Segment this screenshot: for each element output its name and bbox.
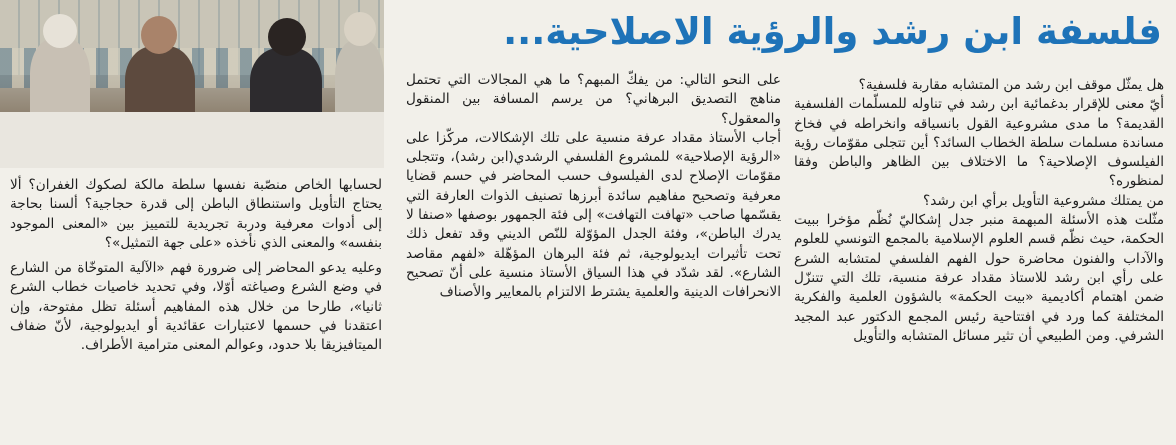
photo-person-2-head <box>141 16 177 54</box>
paragraph: لحسابها الخاص منصّبة نفسها سلطة مالكة لصكوك الغفران؟ ألا يحتاج التأويل واستنطاق الباطن إلى قدرة حجاجية؟ ألسنا بحاجة إلى أدوات معرفية ودربة تجريدية للتمييز بين «المعنى الموجود بنفسه» والمعنى الذي نأخذه «على جهة التمثيل»؟ <box>10 177 382 251</box>
article-column-left <box>10 176 382 356</box>
photo-table <box>0 112 384 168</box>
article-column-right <box>794 76 1164 346</box>
article-column-middle <box>406 71 781 303</box>
article-headline: فلسفة ابن رشد والرؤية الاصلاحية... <box>503 9 1162 53</box>
paragraph: على النحو التالي: من يفكّ المبهم؟ ما هي المجالات التي تحتمل مناهج التصديق البرهاني؟ من يرسم المسافة بين المنقول والمعقول؟ <box>406 72 781 127</box>
paragraph: أجاب الأستاذ مقداد عرفة منسية على تلك الإشكالات، مركّزا على «الرؤية الإصلاحية» للمشروع الفلسفي الرشدي(ابن رشد)، وتتجلى مقوّمات الإصلاح لدى الفيلسوف حسب المحاضر في حسم قضايا معرفية وتصحيح مفاهيم سائدة أبرزها تصنيف الذوات العارفة التي يقسّمها صاحب «تهافت التهافت» إلى فئة الجمهور بوصفها «صنفا لا يدرك الباطن»، وفئة الجدل المؤوّلة للنّص الديني وقد تفعل ذلك تحت تأثيرات ايديولوجية، ثم فئة البرهان المؤهّلة «لفهم مقاصد الشارع». لقد شدّد في هذا السياق الأستاذ منسية على أنّ تصحيح الانحرافات الدينية والعلمية يشترط الالتزام بالمعايير والأصناف <box>406 129 781 301</box>
photo-person-4-head <box>344 12 376 46</box>
paragraph: هل يمثّل موقف ابن رشد من المتشابه مقاربة فلسفية؟ <box>858 77 1164 93</box>
article-photo <box>0 0 384 168</box>
paragraph: أيّ معنى للإقرار بدغمائية ابن رشد في تناوله للمسلّمات الفلسفية القديمة؟ ما مدى مشروعية القول بانسياقه وانخراطه في فخاخ مساندة مسلمات سلطة الخطاب السائد؟ أين تتجلى مقوّمات رؤية الفيلسوف الإصلاحية؟ ما الاختلاف بين الظاهر والباطن وفقا لمنظوره؟ <box>794 96 1164 190</box>
paragraph: مثّلت هذه الأسئلة المبهمة منبر جدل إشكاليّ نُظّم مؤخرا ببيت الحكمة، حيث نظّم قسم العلوم الإسلامية بالمجمع التونسي للعلوم والآداب والفنون محاضرة حول الفهم الفلسفي لمتشابه الشرع على رأي ابن رشد للاستاذ مقداد عرفة منسية، تلك التي تتنزّل ضمن اهتمام أكاديمية «بيت الحكمة» بالشؤون العلمية والفكرية المختلفة كما ورد في افتتاحية رئيس المجمع الدكتور عبد المجيد الشرفي. ومن الطبيعي أن تثير مسائل المتشابه والتأويل <box>794 212 1164 344</box>
photo-person-1-head <box>43 14 77 48</box>
paragraph: وعليه يدعو المحاضر إلى ضرورة فهم «الآلية المتوخّاة من الشارع في وضع الشرع وصياغته أوّلا، وفي تحديد خاصيات خطاب الشرع ثانيا»، طارحا من خلال هذه المفاهيم أسئلة تظل مفتوحة، وإن اعتقدنا في حسمها لاعتبارات عقائدية أو ايديولوجية، لأنّ ضفاف الميتافيزيقا بلا حدود، وعوالم المعنى مترامية الأطراف. <box>10 260 382 354</box>
photo-person-3-head <box>268 18 306 56</box>
paragraph: من يمتلك مشروعية التأويل برأي ابن رشد؟ <box>923 192 1164 209</box>
